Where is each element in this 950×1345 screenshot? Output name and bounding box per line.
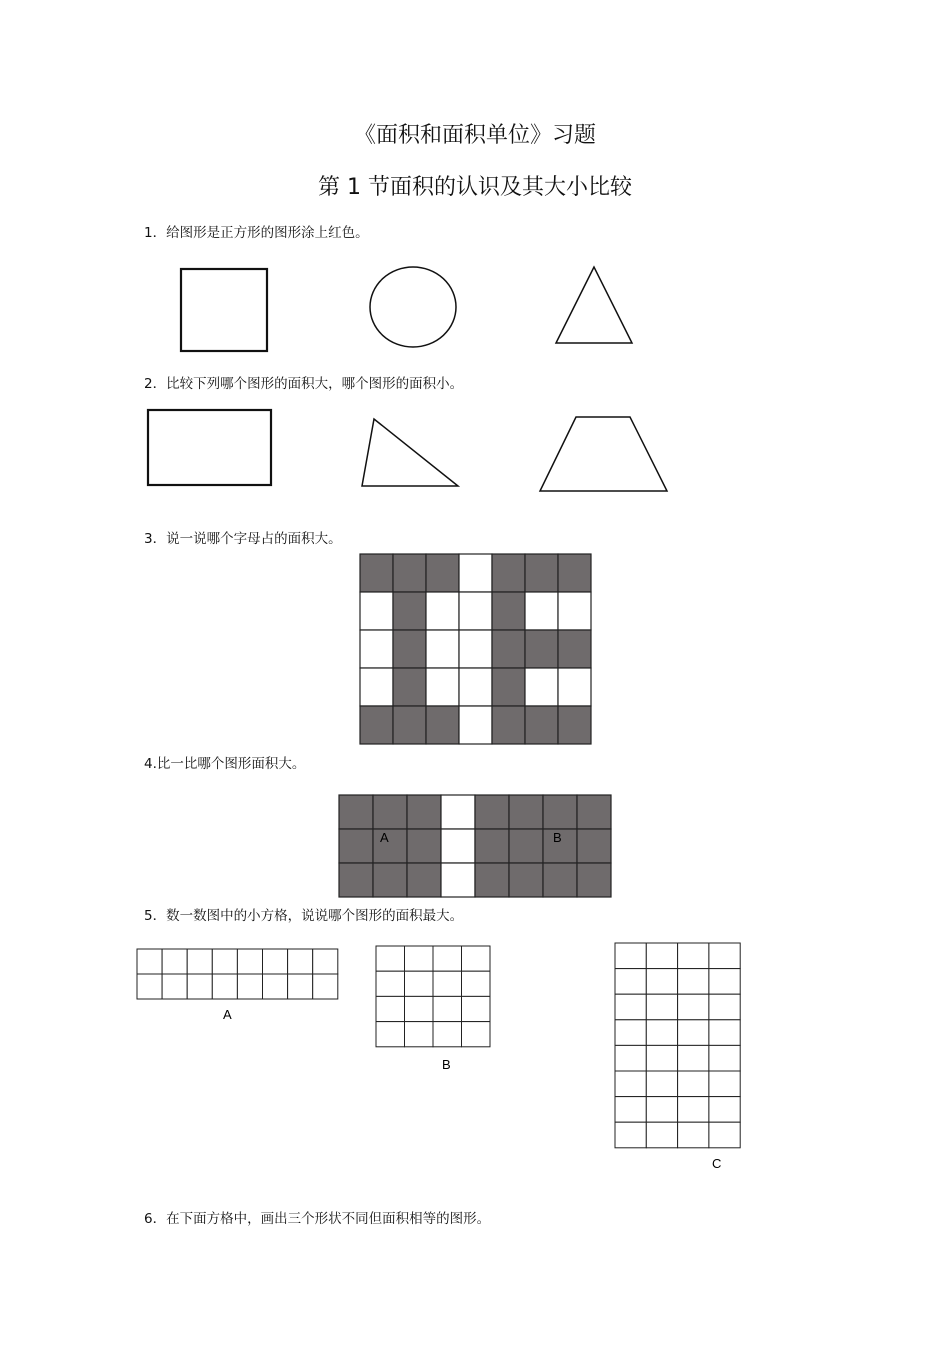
grid-cell (393, 668, 426, 706)
grid-cell (615, 943, 646, 969)
grid-cell (405, 996, 434, 1021)
grid-cell (459, 554, 492, 592)
grid-cell (263, 949, 288, 974)
grid-cell (646, 1097, 677, 1123)
grid-cell (407, 863, 441, 897)
grid-cell (646, 969, 677, 995)
grid-cell (393, 592, 426, 630)
grid-cell (459, 706, 492, 744)
q4-shape-grid (339, 795, 611, 897)
grid-cell (459, 630, 492, 668)
grid-cell (492, 706, 525, 744)
q2-figures (148, 410, 667, 491)
grid-cell (373, 863, 407, 897)
square-icon (181, 269, 267, 351)
grid-cell (393, 554, 426, 592)
grid-cell (263, 974, 288, 999)
grid-cell (462, 946, 491, 971)
circle-icon (370, 267, 456, 347)
grid-cell (646, 994, 677, 1020)
grid-cell (405, 971, 434, 996)
grid-cell (577, 829, 611, 863)
grid-cell (162, 974, 187, 999)
grid-cell (615, 969, 646, 995)
grid-cell (237, 974, 262, 999)
grid-cell (441, 795, 475, 829)
grid-cell (313, 974, 338, 999)
grid-cell (162, 949, 187, 974)
grid-cell (615, 994, 646, 1020)
grid-label-b: B (442, 1057, 451, 1072)
grid-cell (615, 1020, 646, 1046)
grid-cell (373, 829, 407, 863)
grid-cell (187, 974, 212, 999)
grid-cell (360, 630, 393, 668)
grid-cell (709, 969, 740, 995)
grid-cell (558, 554, 591, 592)
grid-cell (441, 863, 475, 897)
grid-cell (393, 630, 426, 668)
grid-cell (709, 1122, 740, 1148)
grid-cell (543, 795, 577, 829)
grid-cell (543, 863, 577, 897)
grid-cell (376, 946, 405, 971)
grid-c (615, 943, 740, 1148)
grid-cell (407, 829, 441, 863)
grid-cell (462, 971, 491, 996)
question-6: 6．在下面方格中，画出三个形状不同但面积相等的图形。 (144, 1211, 491, 1227)
grid-cell (212, 949, 237, 974)
grid-cell (646, 1020, 677, 1046)
grid-cell (426, 668, 459, 706)
grid-cell (360, 554, 393, 592)
grid-cell (360, 706, 393, 744)
grid-cell (433, 996, 462, 1021)
triangle-icon (362, 419, 458, 486)
grid-cell (646, 943, 677, 969)
grid-cell (709, 994, 740, 1020)
grid-cell (678, 1071, 709, 1097)
grid-a (137, 949, 338, 999)
grid-cell (426, 592, 459, 630)
grid-cell (646, 1122, 677, 1148)
grid-cell (678, 1045, 709, 1071)
grid-cell (558, 668, 591, 706)
grid-cell (433, 1022, 462, 1047)
grid-label-a: A (223, 1007, 232, 1022)
grid-cell (558, 706, 591, 744)
grid-cell (678, 943, 709, 969)
trapezoid-icon (540, 417, 667, 491)
grid-cell (376, 996, 405, 1021)
grid-cell (288, 974, 313, 999)
grid-cell (459, 668, 492, 706)
grid-cell (393, 706, 426, 744)
grid-cell (509, 795, 543, 829)
grid-cell (525, 668, 558, 706)
grid-cell (558, 630, 591, 668)
grid-cell (615, 1097, 646, 1123)
grid-cell (426, 630, 459, 668)
grid-cell (492, 668, 525, 706)
question-5: 5．数一数图中的小方格，说说哪个图形的面积最大。 (144, 908, 464, 924)
grid-cell (646, 1071, 677, 1097)
grid-cell (678, 1020, 709, 1046)
grid-cell (212, 974, 237, 999)
question-3: 3．说一说哪个字母占的面积大。 (144, 531, 342, 547)
grid-cell (492, 592, 525, 630)
grid-cell (237, 949, 262, 974)
grid-cell (678, 1097, 709, 1123)
section-title: 第 1 节面积的认识及其大小比较 (318, 175, 632, 200)
grid-cell (339, 863, 373, 897)
triangle-icon (556, 267, 632, 343)
grid-cell (678, 969, 709, 995)
grid-cell (339, 795, 373, 829)
grid-cell (509, 829, 543, 863)
question-1: 1．给图形是正方形的图形涂上红色。 (144, 225, 369, 241)
grid-cell (426, 554, 459, 592)
grid-cell (376, 1022, 405, 1047)
grid-cell (137, 974, 162, 999)
grid-cell (558, 592, 591, 630)
grid-cell (288, 949, 313, 974)
grid-cell (405, 1022, 434, 1047)
grid-cell (709, 1071, 740, 1097)
grid-cell (509, 863, 543, 897)
grid-cell (525, 554, 558, 592)
grid-b (376, 946, 490, 1047)
q1-figures (181, 267, 632, 351)
grid-cell (475, 795, 509, 829)
grid-cell (475, 829, 509, 863)
grid-cell (615, 1122, 646, 1148)
grid-cell (475, 863, 509, 897)
grid-label-c: C (712, 1156, 722, 1171)
grid-cell (137, 949, 162, 974)
grid-cell (339, 829, 373, 863)
grid-cell (187, 949, 212, 974)
grid-cell (709, 1045, 740, 1071)
grid-cell (405, 946, 434, 971)
grid-cell (525, 630, 558, 668)
grid-cell (313, 949, 338, 974)
grid-cell (577, 795, 611, 829)
grid-cell (709, 1020, 740, 1046)
grid-cell (459, 592, 492, 630)
grid-cell (646, 1045, 677, 1071)
grid-cell (492, 630, 525, 668)
grid-cell (525, 706, 558, 744)
grid-cell (407, 795, 441, 829)
grid-cell (462, 1022, 491, 1047)
question-4: 4.比一比哪个图形面积大。 (144, 756, 306, 772)
grid-cell (433, 946, 462, 971)
grid-cell (376, 971, 405, 996)
grid-cell (615, 1045, 646, 1071)
grid-cell (433, 971, 462, 996)
grid-cell (577, 863, 611, 897)
grid-cell (492, 554, 525, 592)
grid-cell (615, 1071, 646, 1097)
grid-cell (360, 668, 393, 706)
rectangle-icon (148, 410, 271, 485)
grid-cell (462, 996, 491, 1021)
grid-cell (709, 1097, 740, 1123)
grid-cell (360, 592, 393, 630)
shape-label-a: A (380, 830, 389, 845)
shape-label-b: B (553, 830, 562, 845)
grid-cell (373, 795, 407, 829)
q3-letter-grid (360, 554, 591, 744)
grid-cell (525, 592, 558, 630)
grid-cell (709, 943, 740, 969)
grid-cell (678, 994, 709, 1020)
grid-cell (441, 829, 475, 863)
grid-cell (426, 706, 459, 744)
question-2: 2．比较下列哪个图形的面积大，哪个图形的面积小。 (144, 376, 464, 392)
page-title: 《面积和面积单位》习题 (353, 123, 596, 148)
grid-cell (678, 1122, 709, 1148)
